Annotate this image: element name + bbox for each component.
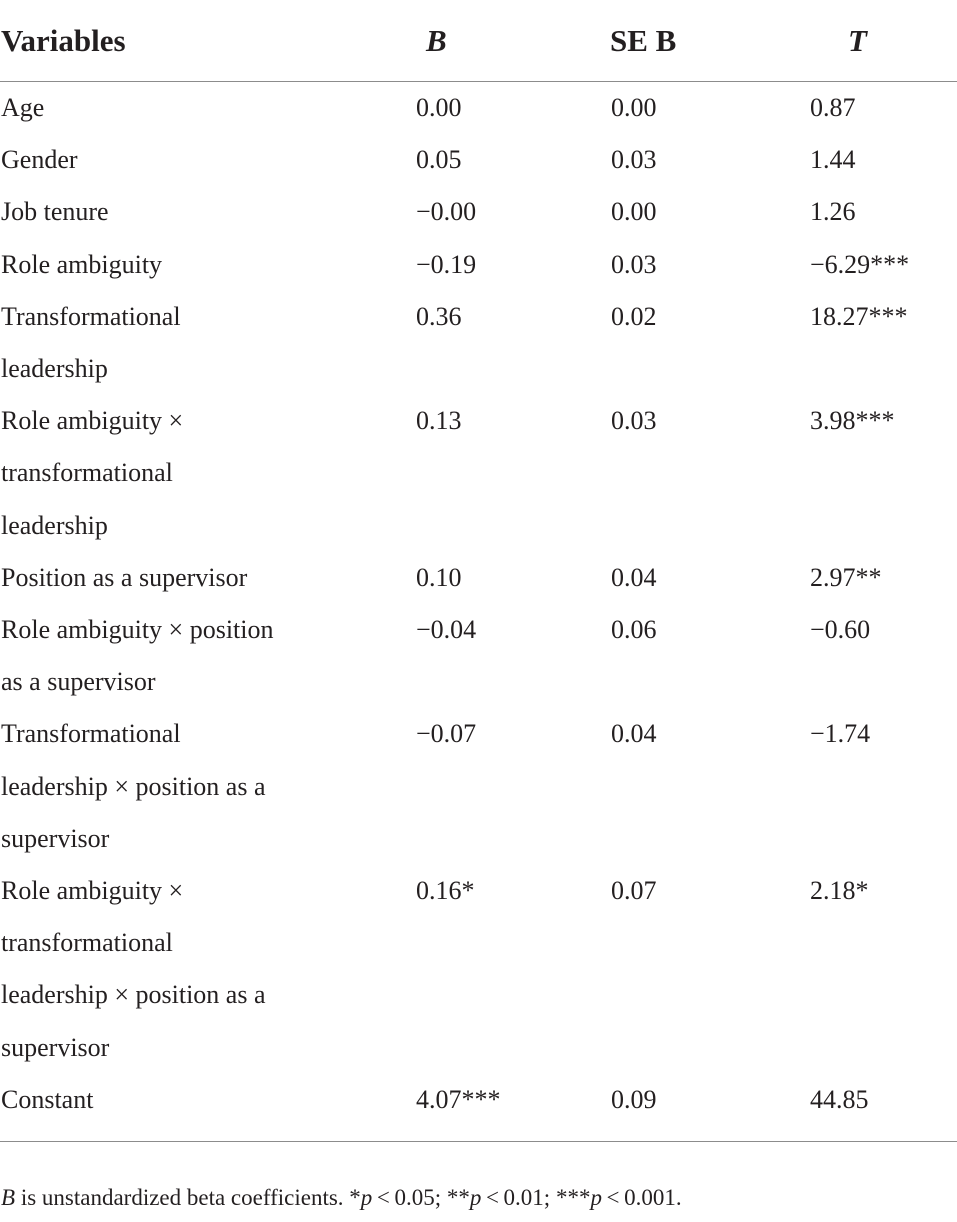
se-b-value: 0.04 [611, 562, 657, 592]
footnote-text: < 0.05; ** [372, 1185, 470, 1210]
cell-b [318, 82, 554, 135]
variable-line: supervisor [1, 1032, 110, 1062]
cell-variable [0, 395, 318, 552]
se-b-value: 0.00 [611, 93, 657, 122]
table-row [0, 1074, 957, 1126]
se-b-value: 0.03 [611, 249, 657, 279]
b-value: −0.07 [416, 719, 477, 749]
variable-line: Role ambiguity × [1, 406, 184, 436]
variable-line: transformational [1, 458, 173, 488]
variable-line: supervisor [1, 823, 110, 853]
t-value: 2.97** [810, 562, 882, 592]
t-value: 1.26 [810, 197, 856, 227]
t-value: −1.74 [810, 719, 871, 749]
cell-t [712, 82, 957, 135]
table-footnote [1, 1178, 682, 1218]
se-b-value: 0.04 [611, 719, 657, 749]
header-t: T [712, 0, 957, 82]
cell-b [318, 395, 554, 552]
b-value: 0.16* [416, 876, 475, 906]
table-row [0, 186, 957, 238]
variable-line: leadership [1, 510, 108, 540]
table-bottom-rule [0, 1141, 957, 1142]
cell-se-b [554, 708, 712, 865]
cell-b [318, 186, 554, 238]
variable-line: Constant [1, 1084, 94, 1114]
cell-variable [0, 1074, 318, 1126]
table-header [0, 0, 957, 82]
b-value: −0.00 [416, 197, 477, 227]
cell-b [318, 604, 554, 708]
cell-b [318, 291, 554, 395]
cell-variable [0, 552, 318, 604]
cell-t [712, 291, 957, 395]
cell-se-b [554, 1074, 712, 1126]
cell-t [712, 186, 957, 238]
variable-line: Role ambiguity [1, 249, 163, 279]
table-row [0, 552, 957, 604]
cell-se-b [554, 186, 712, 238]
cell-b [318, 134, 554, 186]
t-value: 2.18* [810, 876, 869, 906]
table-row [0, 395, 957, 552]
t-value: 0.87 [810, 93, 856, 122]
cell-t [712, 395, 957, 552]
cell-variable [0, 82, 318, 135]
variable-line: Gender [1, 145, 78, 175]
header-row [0, 0, 957, 82]
variable-line: transformational [1, 928, 173, 958]
cell-t [712, 134, 957, 186]
b-value: −0.19 [416, 249, 477, 279]
variable-line: leadership × position as a [1, 980, 266, 1010]
t-value: −6.29*** [810, 249, 910, 279]
variable-line: Role ambiguity × [1, 876, 184, 906]
cell-se-b [554, 291, 712, 395]
t-value: 1.44 [810, 145, 856, 175]
footnote-text: < 0.01; *** [481, 1185, 591, 1210]
cell-t [712, 708, 957, 865]
cell-se-b [554, 552, 712, 604]
table-row [0, 708, 957, 865]
variable-line: leadership [1, 354, 108, 384]
table-row [0, 865, 957, 1074]
cell-se-b [554, 239, 712, 291]
b-value: 0.00 [416, 93, 462, 122]
se-b-value: 0.06 [611, 615, 657, 645]
variable-line: leadership × position as a [1, 771, 266, 801]
cell-t [712, 1074, 957, 1126]
cell-b [318, 708, 554, 865]
footnote-p-symbol: p [469, 1185, 482, 1210]
cell-t [712, 604, 957, 708]
cell-b [318, 1074, 554, 1126]
cell-variable [0, 134, 318, 186]
cell-variable [0, 708, 318, 865]
se-b-value: 0.07 [611, 876, 657, 906]
cell-variable [0, 186, 318, 238]
cell-variable [0, 865, 318, 1074]
b-value: −0.04 [416, 615, 477, 645]
cell-t [712, 552, 957, 604]
table-row [0, 239, 957, 291]
se-b-value: 0.03 [611, 406, 657, 436]
se-b-value: 0.00 [611, 197, 657, 227]
header-b: B [318, 0, 554, 82]
cell-b [318, 552, 554, 604]
cell-se-b [554, 82, 712, 135]
table-body [0, 82, 957, 1127]
footnote-b-symbol: B [1, 1185, 16, 1210]
cell-t [712, 865, 957, 1074]
cell-se-b [554, 865, 712, 1074]
header-variables: Variables [0, 0, 318, 82]
cell-b [318, 865, 554, 1074]
t-value: 18.27*** [810, 301, 908, 331]
cell-variable [0, 291, 318, 395]
table-row [0, 82, 957, 135]
b-value: 4.07*** [416, 1084, 501, 1114]
header-se-b: SE B [554, 0, 712, 82]
cell-b [318, 239, 554, 291]
footnote-p-symbol: p [590, 1185, 602, 1210]
b-value: 0.13 [416, 406, 462, 436]
table-row [0, 291, 957, 395]
variable-line: Position as a supervisor [1, 562, 248, 592]
table-row [0, 604, 957, 708]
t-value: 3.98*** [810, 406, 895, 436]
se-b-value: 0.09 [611, 1084, 657, 1114]
variable-line: Transformational [1, 301, 181, 331]
cell-se-b [554, 134, 712, 186]
b-value: 0.05 [416, 145, 462, 175]
footnote-p-symbol: p [360, 1185, 373, 1210]
cell-se-b [554, 395, 712, 552]
variable-line: Transformational [1, 719, 181, 749]
variable-line: Age [1, 93, 45, 122]
footnote-text: is unstandardized beta coefficients. * [15, 1185, 361, 1210]
b-value: 0.36 [416, 301, 462, 331]
variable-line: Role ambiguity × position [1, 615, 274, 645]
table-row [0, 134, 957, 186]
t-value: 44.85 [810, 1084, 869, 1114]
se-b-value: 0.03 [611, 145, 657, 175]
se-b-value: 0.02 [611, 301, 657, 331]
cell-t [712, 239, 957, 291]
variable-line: Job tenure [1, 197, 109, 227]
t-value: −0.60 [810, 615, 871, 645]
cell-variable [0, 239, 318, 291]
footnote-text: < 0.001. [601, 1185, 682, 1210]
cell-variable [0, 604, 318, 708]
b-value: 0.10 [416, 562, 462, 592]
variable-line: as a supervisor [1, 667, 156, 697]
cell-se-b [554, 604, 712, 708]
